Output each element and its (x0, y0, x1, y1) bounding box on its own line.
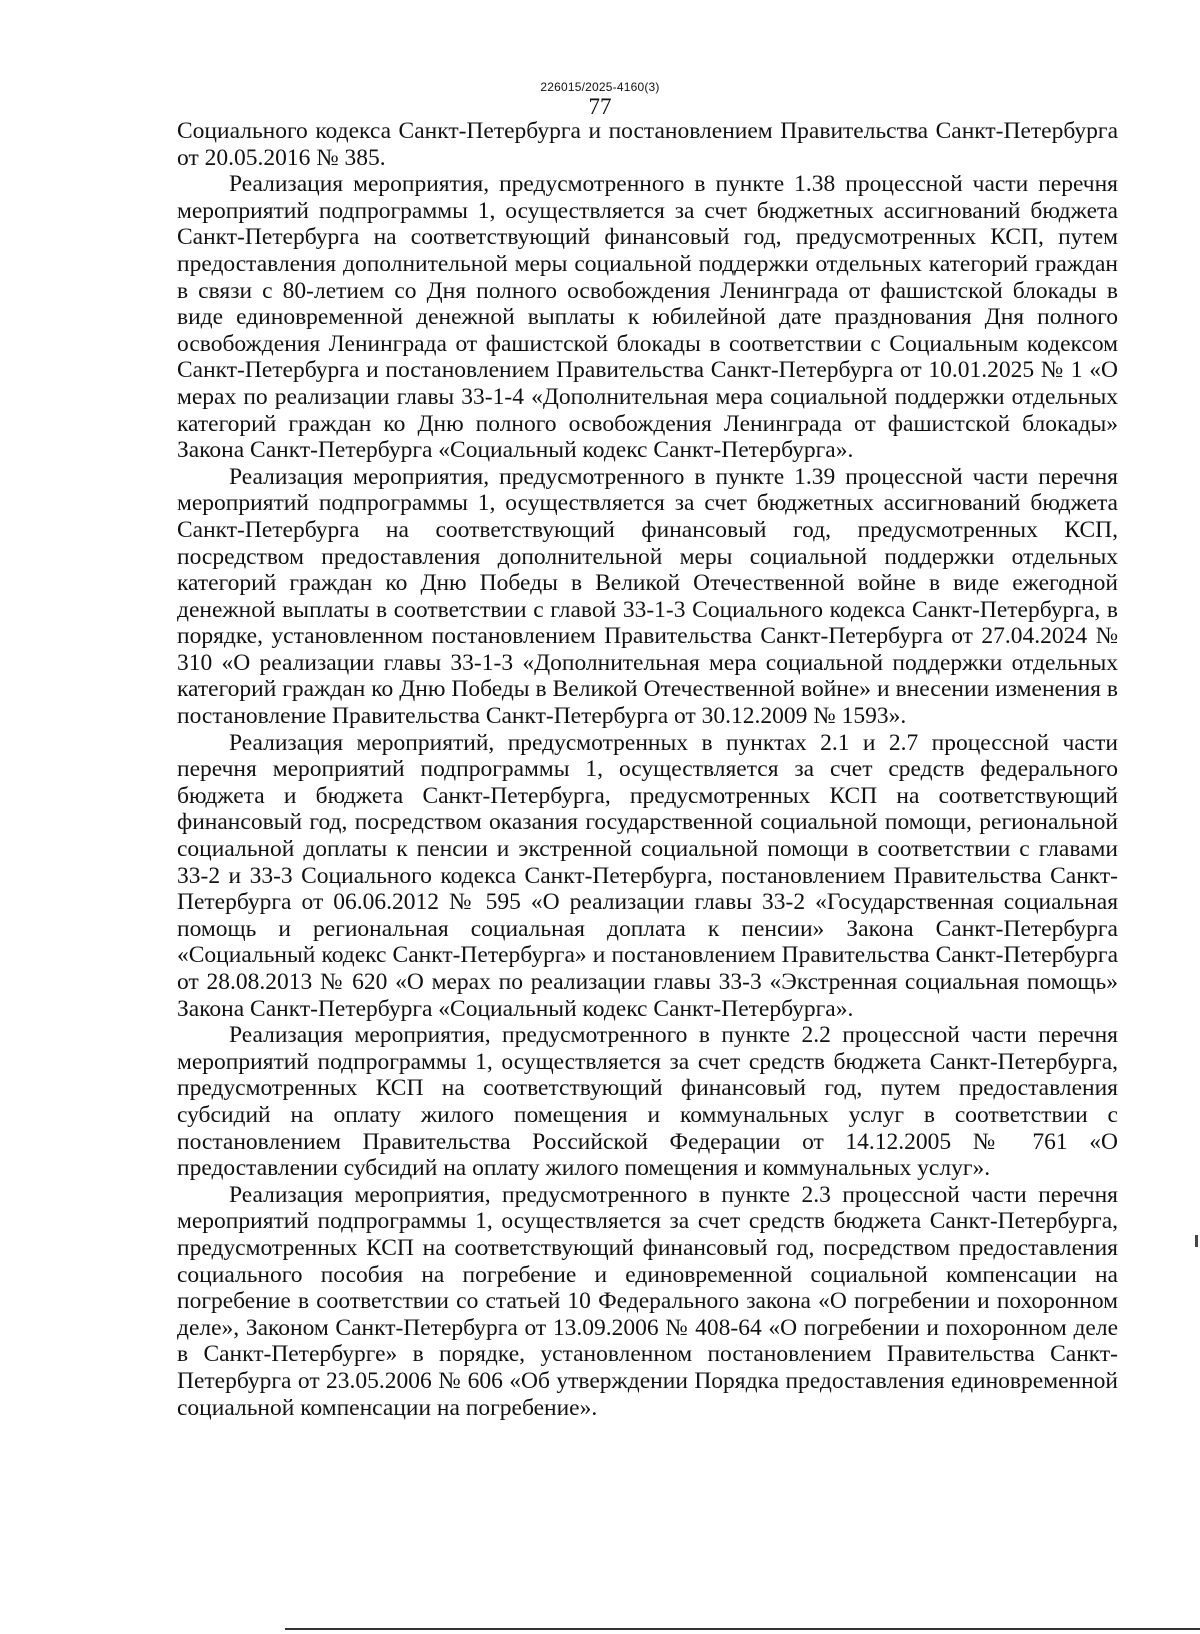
document-id: 226015/2025-4160(3) (540, 80, 660, 94)
page-number: 77 (588, 94, 612, 119)
scan-artifact-mark (1195, 1235, 1198, 1247)
paragraph-continuation: Социального кодекса Санкт-Петербурга и постановлением Правительства Санкт-Петербурга от 20.05.2016 № 385. (177, 118, 1118, 171)
paragraph-item-2-2: Реализация мероприятия, предусмотренного в пункте 2.2 процессной части перечня мероприятий подпрограммы 1, осуществляется за счет средств бюджета Санкт-Петербурга, предусмотренных КСП на соответствующий финансовый год, путем предоставления субсидий на оплату жилого помещения и коммунальных услуг в соответствии с постановлением Правительства Российской Федерации от 14.12.2005 № 761 «О предоставлении субсидий на оплату жилого помещения и коммунальных услуг». (177, 1022, 1118, 1182)
document-body (177, 118, 1118, 1421)
paragraph-item-1-39: Реализация мероприятия, предусмотренного в пункте 1.39 процессной части перечня мероприятий подпрограммы 1, осуществляется за счет бюджетных ассигнований бюджета Санкт-Петербурга на соответствующий финансовый год, предусмотренных КСП, посредством предоставления дополнительной меры социальной поддержки отдельных категорий граждан ко Дню Победы в Великой Отечественной войне в виде ежегодной денежной выплаты в соответствии с главой 33-1-3 Социального кодекса Санкт-Петербурга, в порядке, установленном постановлением Правительства Санкт-Петербурга от 27.04.2024 № 310 «О реализации главы 33-1-3 «Дополнительная мера социальной поддержки отдельных категорий граждан ко Дню Победы в Великой Отечественной войне» и внесении изменения в постановление Правительства Санкт-Петербурга от 30.12.2009 № 1593». (177, 463, 1118, 730)
scan-bottom-edge-line (285, 1628, 1200, 1630)
paragraph-items-2-1-2-7: Реализация мероприятий, предусмотренных в пунктах 2.1 и 2.7 процессной части перечня мероприятий подпрограммы 1, осуществляется за счет средств федерального бюджета и бюджета Санкт-Петербурга, предусмотренных КСП на соответствующий финансовый год, посредством оказания государственной социальной помощи, региональной социальной доплаты к пенсии и экстренной социальной помощи в соответствии с главами 33-2 и 33-3 Социального кодекса Санкт-Петербурга, постановлением Правительства Санкт-Петербурга от 06.06.2012 № 595 «О реализации главы 33-2 «Государственная социальная помощь и региональная социальная доплата к пенсии» Закона Санкт-Петербурга «Социальный кодекс Санкт-Петербурга» и постановлением Правительства Санкт-Петербурга от 28.08.2013 № 620 «О мерах по реализации главы 33-3 «Экстренная социальная помощь» Закона Санкт-Петербурга «Социальный кодекс Санкт-Петербурга». (177, 729, 1118, 1022)
paragraph-item-1-38: Реализация мероприятия, предусмотренного в пункте 1.38 процессной части перечня мероприятий подпрограммы 1, осуществляется за счет бюджетных ассигнований бюджета Санкт-Петербурга на соответствующий финансовый год, предусмотренных КСП, путем предоставления дополнительной меры социальной поддержки отдельных категорий граждан в связи с 80-летием со Дня полного освобождения Ленинграда от фашистской блокады в виде единовременной денежной выплаты к юбилейной дате празднования Дня полного освобождения Ленинграда от фашистской блокады в соответствии с Социальным кодексом Санкт-Петербурга и постановлением Правительства Санкт-Петербурга от 10.01.2025 № 1 «О мерах по реализации главы 33-1-4 «Дополнительная мера социальной поддержки отдельных категорий граждан ко Дню полного освобождения Ленинграда от фашистской блокады» Закона Санкт-Петербурга «Социальный кодекс Санкт-Петербурга». (177, 171, 1118, 464)
paragraph-item-2-3: Реализация мероприятия, предусмотренного в пункте 2.3 процессной части перечня мероприятий подпрограммы 1, осуществляется за счет средств бюджета Санкт-Петербурга, предусмотренных КСП на соответствующий финансовый год, посредством предоставления социального пособия на погребение и единовременной социальной компенсации на погребение в соответствии со статьей 10 Федерального закона «О погребении и похоронном деле», Законом Санкт-Петербурга от 13.09.2006 № 408-64 «О погребении и похоронном деле в Санкт-Петербурге» в порядке, установленном постановлением Правительства Санкт-Петербурга от 23.05.2006 № 606 «Об утверждении Порядка предоставления единовременной социальной компенсации на погребение». (177, 1181, 1118, 1421)
